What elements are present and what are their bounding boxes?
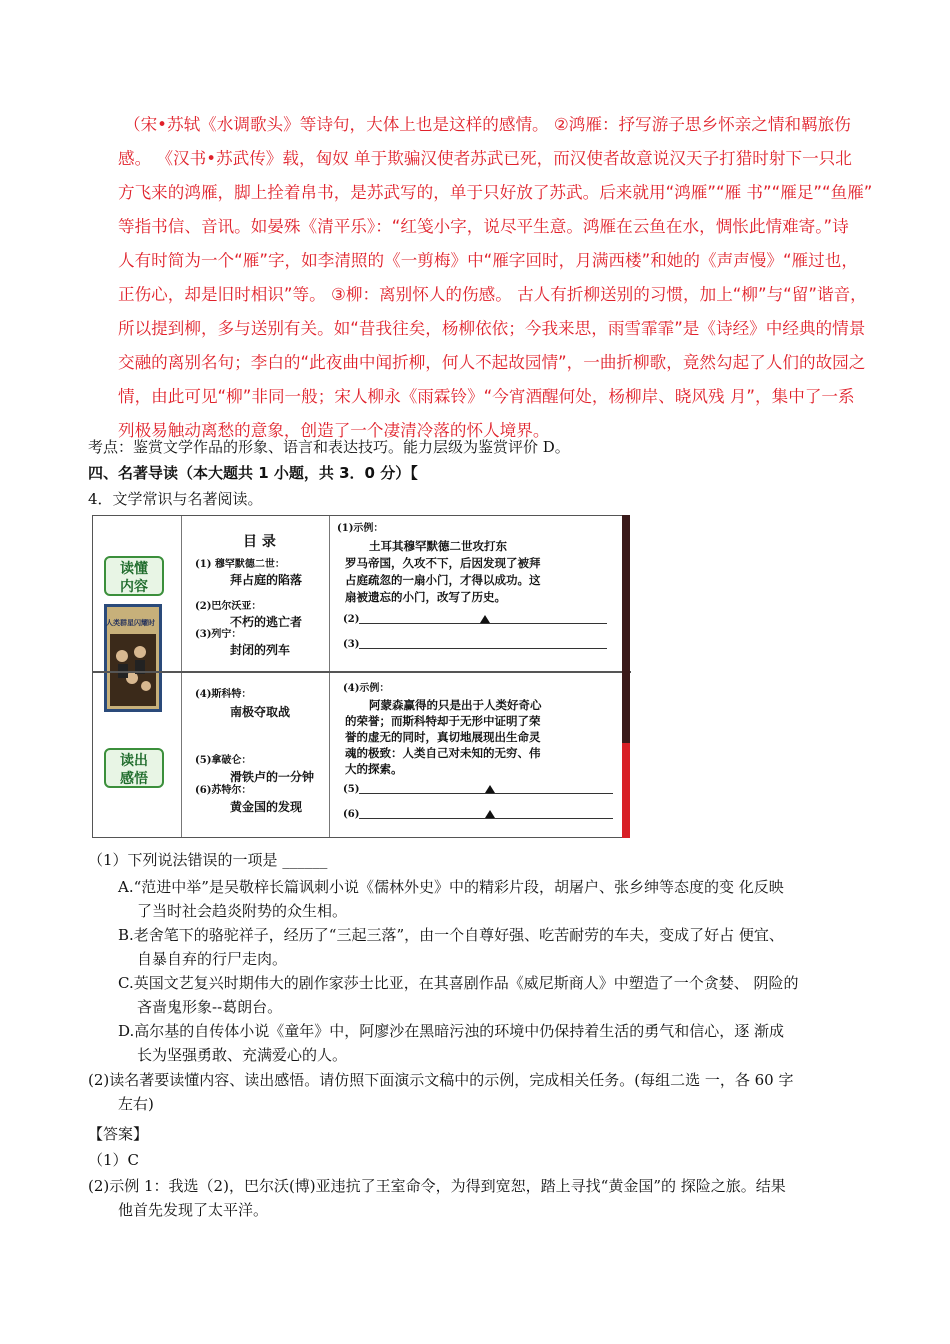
toc-num: (6)苏特尔：: [195, 785, 252, 796]
answer-line: [359, 793, 613, 794]
example-line: 魂的极致：人类自己对未知的无穷、伟: [345, 746, 541, 760]
triangle-icon: [485, 785, 495, 793]
option-d-line1: D.高尔基的自传体小说《童年》中，阿廖沙在黑暗污浊的环境中仍保持着生活的勇气和信心，逐 渐成: [118, 1022, 785, 1040]
sub-question-2-line2: 左右): [118, 1095, 154, 1113]
toc-num: (3)列宁：: [195, 629, 242, 640]
answer-line: [359, 648, 607, 649]
triangle-icon: [480, 615, 490, 623]
example-line: 大的探索。: [345, 762, 403, 776]
blank-label: (3): [343, 639, 360, 650]
option-a-line1: A.“范进中举”是吴敬梓长篇讽刺小说《儒林外史》中的精彩片段，胡屠户、张乡绅等态度的变 化反映: [118, 878, 784, 896]
divider: [329, 516, 330, 837]
slide-edge-bar: [622, 515, 630, 838]
slide-figure: [92, 515, 630, 838]
red-line: 所以提到柳，多与送别有关。如“昔我往矣，杨柳依依；今我来思，雨雪霏霏”是《诗经》中经典的情景: [118, 319, 866, 338]
toc-title: 目 录: [243, 534, 276, 550]
label-line: 读出: [120, 753, 148, 769]
option-d-line2: 长为坚强勇敢、充满爱心的人。: [137, 1046, 348, 1064]
example-label: (4)示例：: [343, 683, 390, 694]
red-line: 感。 《汉书•苏武传》载，匈奴 单于欺骗汉使者苏武已死，而汉使者故意说汉天子打猎时射下一只北: [118, 149, 852, 168]
red-line: 交融的离别名句；李白的“此夜曲中闻折柳，何人不起故园情”，一曲折柳歌，竟然勾起了人们的故园之: [118, 353, 866, 372]
toc-title-item: 南极夺取战: [230, 705, 291, 719]
toc-num: (2)巴尔沃亚：: [195, 601, 262, 612]
example-label: (1)示例：: [337, 523, 384, 534]
divider: [93, 671, 631, 673]
toc-title-item: 拜占庭的陷落: [230, 573, 303, 587]
red-paragraph: [118, 108, 873, 448]
example-line: 土耳其穆罕默德二世攻打东: [369, 539, 507, 553]
label-line: 内容: [120, 579, 148, 595]
example-line: 扇被遗忘的小门，改写了历史。: [345, 590, 506, 604]
triangle-icon: [485, 810, 495, 818]
option-a-line2: 了当时社会趋炎附势的众生相。: [137, 902, 348, 920]
sub-question-1: （1）下列说法错误的一项是 ______: [88, 851, 328, 869]
divider: [181, 516, 182, 837]
label-column: [93, 516, 181, 837]
answer-1: （1）C: [88, 1151, 140, 1169]
label-line: 读懂: [120, 561, 148, 577]
example-line: 的荣誉；而斯科特却于无形中证明了荣: [345, 714, 541, 728]
sub-question-2-line1: (2)读名著要读懂内容、读出感悟。请仿照下面演示文稿中的示例，完成相关任务。(每组二选 一，各 60 字: [88, 1071, 794, 1089]
red-line: 情，由此可见“柳”非同一般；宋人柳永《雨霖铃》“今宵酒醒何处，杨柳岸、晓风残 月”，集中了一系: [118, 387, 855, 406]
red-line: 方飞来的鸿雁，脚上拴着帛书，是苏武写的，单于只好放了苏武。后来就用“鸿雁”“雁 书”“雁足”“鱼雁”: [118, 183, 873, 202]
red-line: 列极易触动离愁的意象，创造了一个凄清冷落的怀人境界。: [118, 421, 550, 440]
answer-line: [359, 818, 613, 819]
blank-label: (5): [343, 784, 360, 795]
kaodian-text: 考点：鉴赏文学作品的形象、语言和表达技巧。能力层级为鉴赏评价 D。: [88, 438, 570, 456]
toc-title-item: 不朽的逃亡者: [230, 615, 303, 629]
toc-num: (1) 穆罕默德二世：: [195, 559, 285, 570]
toc-title-item: 黄金国的发现: [230, 800, 303, 814]
red-line: （宋•苏轼《水调歌头》等诗句，大体上也是这样的感情。 ②鸿雁：抒写游子思乡怀亲之情和羁旅伤: [124, 115, 851, 134]
red-line: 等指书信、音讯。如晏殊《清平乐》：“红笺小字，说尽平生意。鸿雁在云鱼在水，惆怅此情难寄。”诗: [118, 217, 849, 236]
option-c-line1: C.英国文艺复兴时期伟大的剧作家莎士比亚，在其喜剧作品《威尼斯商人》中塑造了一个贪婪、 阴险的: [118, 974, 799, 992]
example-line: 阿蒙森赢得的只是出于人类好奇心: [369, 698, 542, 712]
example-line: 誉的虚无的同时，真切地展现出生命灵: [345, 730, 541, 744]
red-line: 正伤心，却是旧时相识”等。 ③柳：离别怀人的伤感。 古人有折柳送别的习惯，加上“柳”与“留”谐音，: [118, 285, 867, 304]
section-title: 四、名著导读（本大题共 1 小题，共 3．0 分）【: [88, 464, 418, 482]
book-title: 人类群星闪耀时: [106, 618, 155, 627]
option-b-line2: 自暴自弃的行尸走肉。: [137, 950, 288, 968]
answer-2-line1: (2)示例 1：我选（2)，巴尔沃(博)亚违抗了王室命令，为得到宽恕，踏上寻找“黄金国”的 探险之旅。结果: [88, 1177, 786, 1195]
label-read-content: [104, 556, 164, 596]
label-line: 感悟: [120, 771, 148, 787]
toc-num: (4)斯科特：: [195, 689, 252, 700]
blank-label: (2): [343, 614, 360, 625]
label-read-insight: [104, 748, 164, 788]
toc-num: (5)拿破仑：: [195, 755, 252, 766]
red-line: 人有时简为一个“雁”字，如李清照的《一剪梅》中“雁字回时，月满西楼”和她的《声声慢》“雁过也，: [118, 251, 858, 270]
answer-line: [359, 623, 607, 624]
example-line: 罗马帝国，久攻不下，后因发现了被拜: [345, 556, 541, 570]
answer-2-line2: 他首先发现了太平洋。: [118, 1201, 269, 1219]
answer-label: 【答案】: [88, 1125, 149, 1143]
question-4: 4．文学常识与名著阅读。: [88, 490, 263, 508]
option-b-line1: B.老舍笔下的骆驼祥子，经历了“三起三落”，由一个自尊好强、吃苦耐劳的车夫，变成了好占 便宜、: [118, 926, 784, 944]
blank-label: (6): [343, 809, 360, 820]
toc-title-item: 滑铁卢的一分钟: [230, 770, 315, 784]
example-line: 占庭疏忽的一扇小门，才得以成功。这: [345, 573, 541, 587]
option-c-line2: 吝啬鬼形象--葛朗台。: [137, 998, 283, 1016]
toc-title-item: 封闭的列车: [230, 643, 291, 657]
